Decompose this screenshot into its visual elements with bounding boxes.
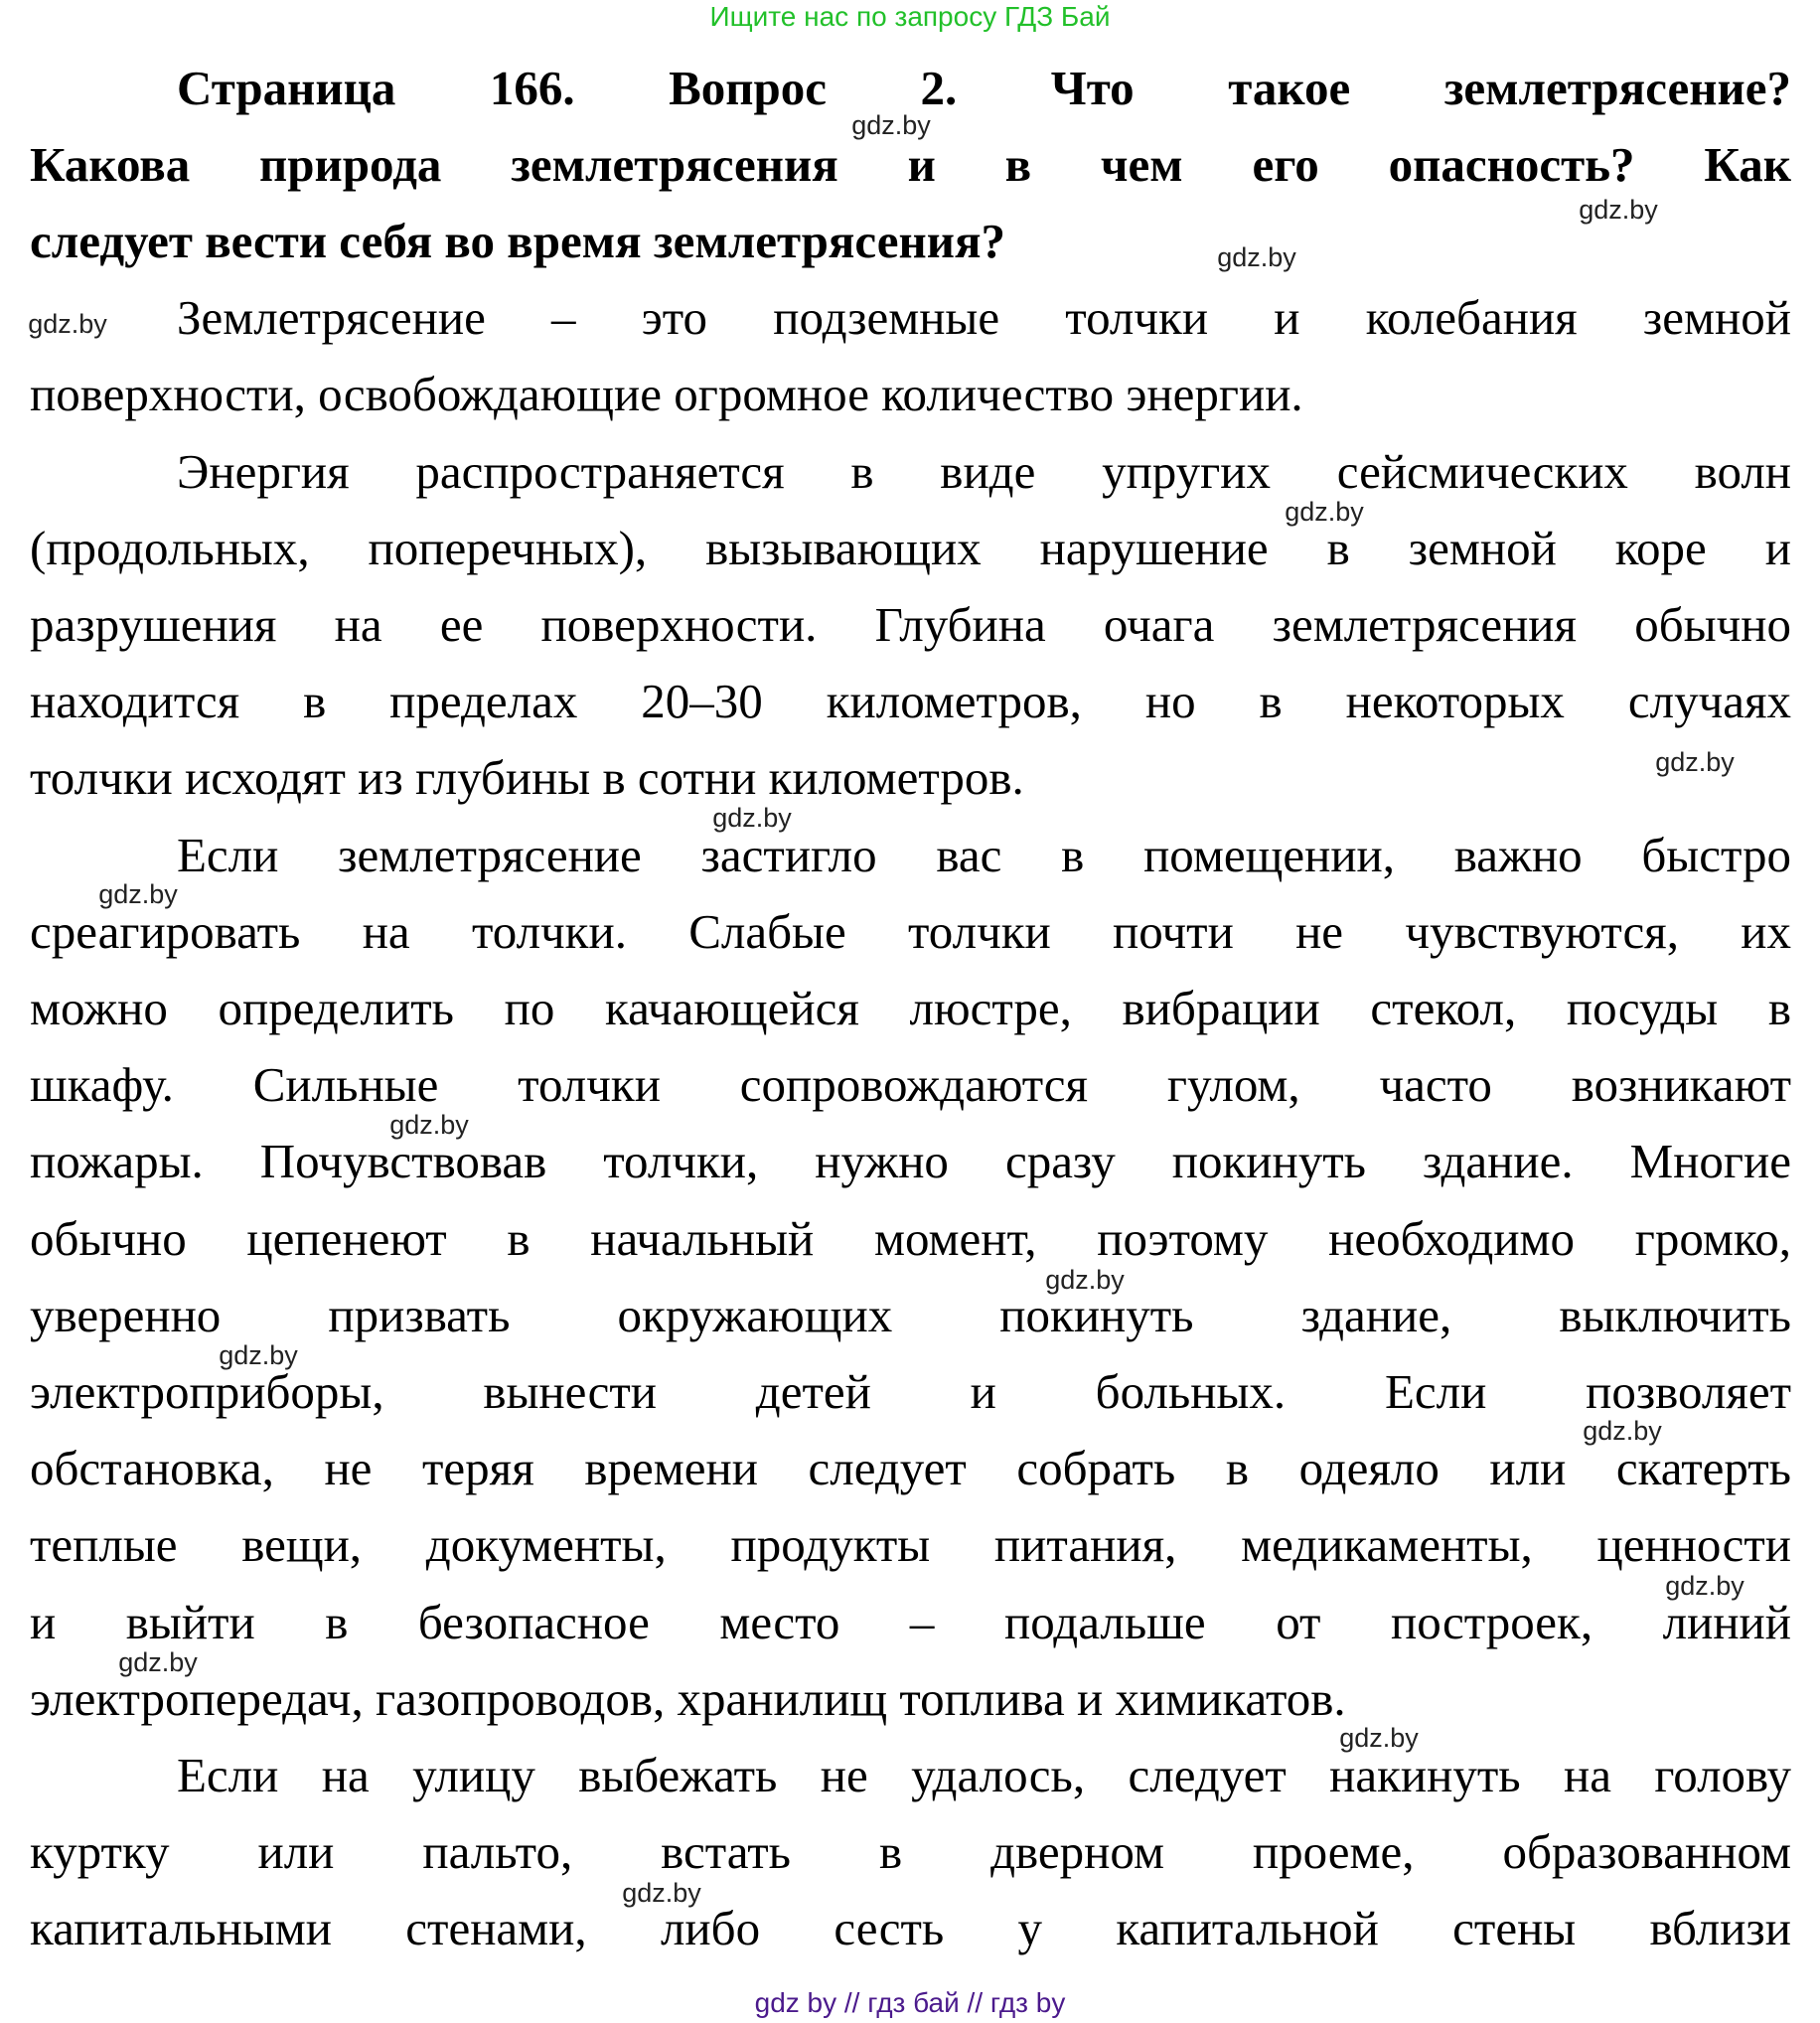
watermark-label: gdz.by bbox=[1217, 242, 1296, 272]
answer-text-line: Землетрясение – это подземные толчки и колебания земной bbox=[177, 290, 1791, 346]
search-hint-banner: Ищите нас по запросу ГДЗ Бай bbox=[709, 1, 1111, 32]
watermark-label: gdz.by bbox=[1583, 1416, 1662, 1446]
watermark-label: gdz.by bbox=[98, 879, 178, 909]
answer-text-line: Если на улицу выбежать не удалось, следует накинуть на голову bbox=[177, 1747, 1791, 1802]
watermark-label: gdz.by bbox=[1285, 497, 1364, 527]
answer-text-line: пожары. Почувствовав толчки, нужно сразу покинуть здание. Многие bbox=[30, 1134, 1791, 1189]
answer-text-line: куртку или пальто, встать в дверном проеме, образованном bbox=[30, 1824, 1791, 1880]
answer-text-line: обстановка, не теряя времени следует собрать в одеяло или скатерть bbox=[30, 1441, 1791, 1496]
answer-text-line: (продольных, поперечных), вызывающих нарушение в земной коре и bbox=[30, 520, 1791, 575]
answer-text-line: толчки исходят из глубины в сотни километров. bbox=[30, 750, 1024, 806]
question-title-line: Какова природа землетрясения и в чем его опасность? Как bbox=[30, 136, 1791, 192]
answer-text-line: электроприборы, вынести детей и больных. Если позволяет bbox=[30, 1363, 1791, 1419]
watermark-label: gdz.by bbox=[622, 1878, 701, 1908]
watermark-label: gdz.by bbox=[28, 309, 107, 339]
answer-text-line: обычно цепенеют в начальный момент, поэтому необходимо громко, bbox=[30, 1210, 1791, 1266]
watermark-label: gdz.by bbox=[1339, 1723, 1419, 1753]
answer-text-line: Если землетрясение застигло вас в помещении, важно быстро bbox=[177, 827, 1791, 882]
answer-text-line: теплые вещи, документы, продукты питания, медикаменты, ценности bbox=[30, 1517, 1791, 1573]
answer-text-line: находится в пределах 20–30 километров, но в некоторых случаях bbox=[30, 674, 1791, 729]
answer-text-line: среагировать на толчки. Слабые толчки почти не чувствуются, их bbox=[30, 903, 1791, 959]
answer-text-line: Энергия распространяется в виде упругих сейсмических волн bbox=[177, 443, 1791, 499]
answer-text-line: можно определить по качающейся люстре, вибрации стекол, посуды в bbox=[30, 980, 1791, 1035]
answer-text-line: электропередач, газопроводов, хранилищ топлива и химикатов. bbox=[30, 1670, 1346, 1726]
watermark-label: gdz.by bbox=[1045, 1265, 1125, 1295]
watermark-label: gdz.by bbox=[118, 1647, 198, 1677]
watermark-label: gdz.by bbox=[1655, 747, 1735, 777]
watermark-label: gdz.by bbox=[712, 803, 792, 833]
answer-text-line: шкафу. Сильные толчки сопровождаются гулом, часто возникают bbox=[30, 1057, 1791, 1113]
watermark-label: gdz.by bbox=[219, 1340, 298, 1370]
answer-text-line: разрушения на ее поверхности. Глубина очага землетрясения обычно bbox=[30, 596, 1791, 652]
answer-text-line: капитальными стенами, либо сесть у капитальной стены вблизи bbox=[30, 1901, 1791, 1956]
question-title-line: Страница 166. Вопрос 2. Что такое землетрясение? bbox=[177, 60, 1791, 115]
answer-text-line: поверхности, освобождающие огромное количество энергии. bbox=[30, 367, 1303, 422]
watermark-label: gdz.by bbox=[1579, 195, 1658, 225]
answer-text-line: и выйти в безопасное место – подальше от построек, линий bbox=[30, 1594, 1791, 1649]
watermark-label: gdz.by bbox=[1665, 1571, 1744, 1601]
answer-text-line: уверенно призвать окружающих покинуть здание, выключить bbox=[30, 1287, 1791, 1342]
question-title-line: следует вести себя во время землетрясения? bbox=[30, 213, 1005, 268]
watermark-label: gdz.by bbox=[851, 110, 931, 140]
footer-watermark: gdz by // гдз бай // гдз by bbox=[754, 1987, 1066, 2018]
watermark-label: gdz.by bbox=[389, 1110, 469, 1140]
